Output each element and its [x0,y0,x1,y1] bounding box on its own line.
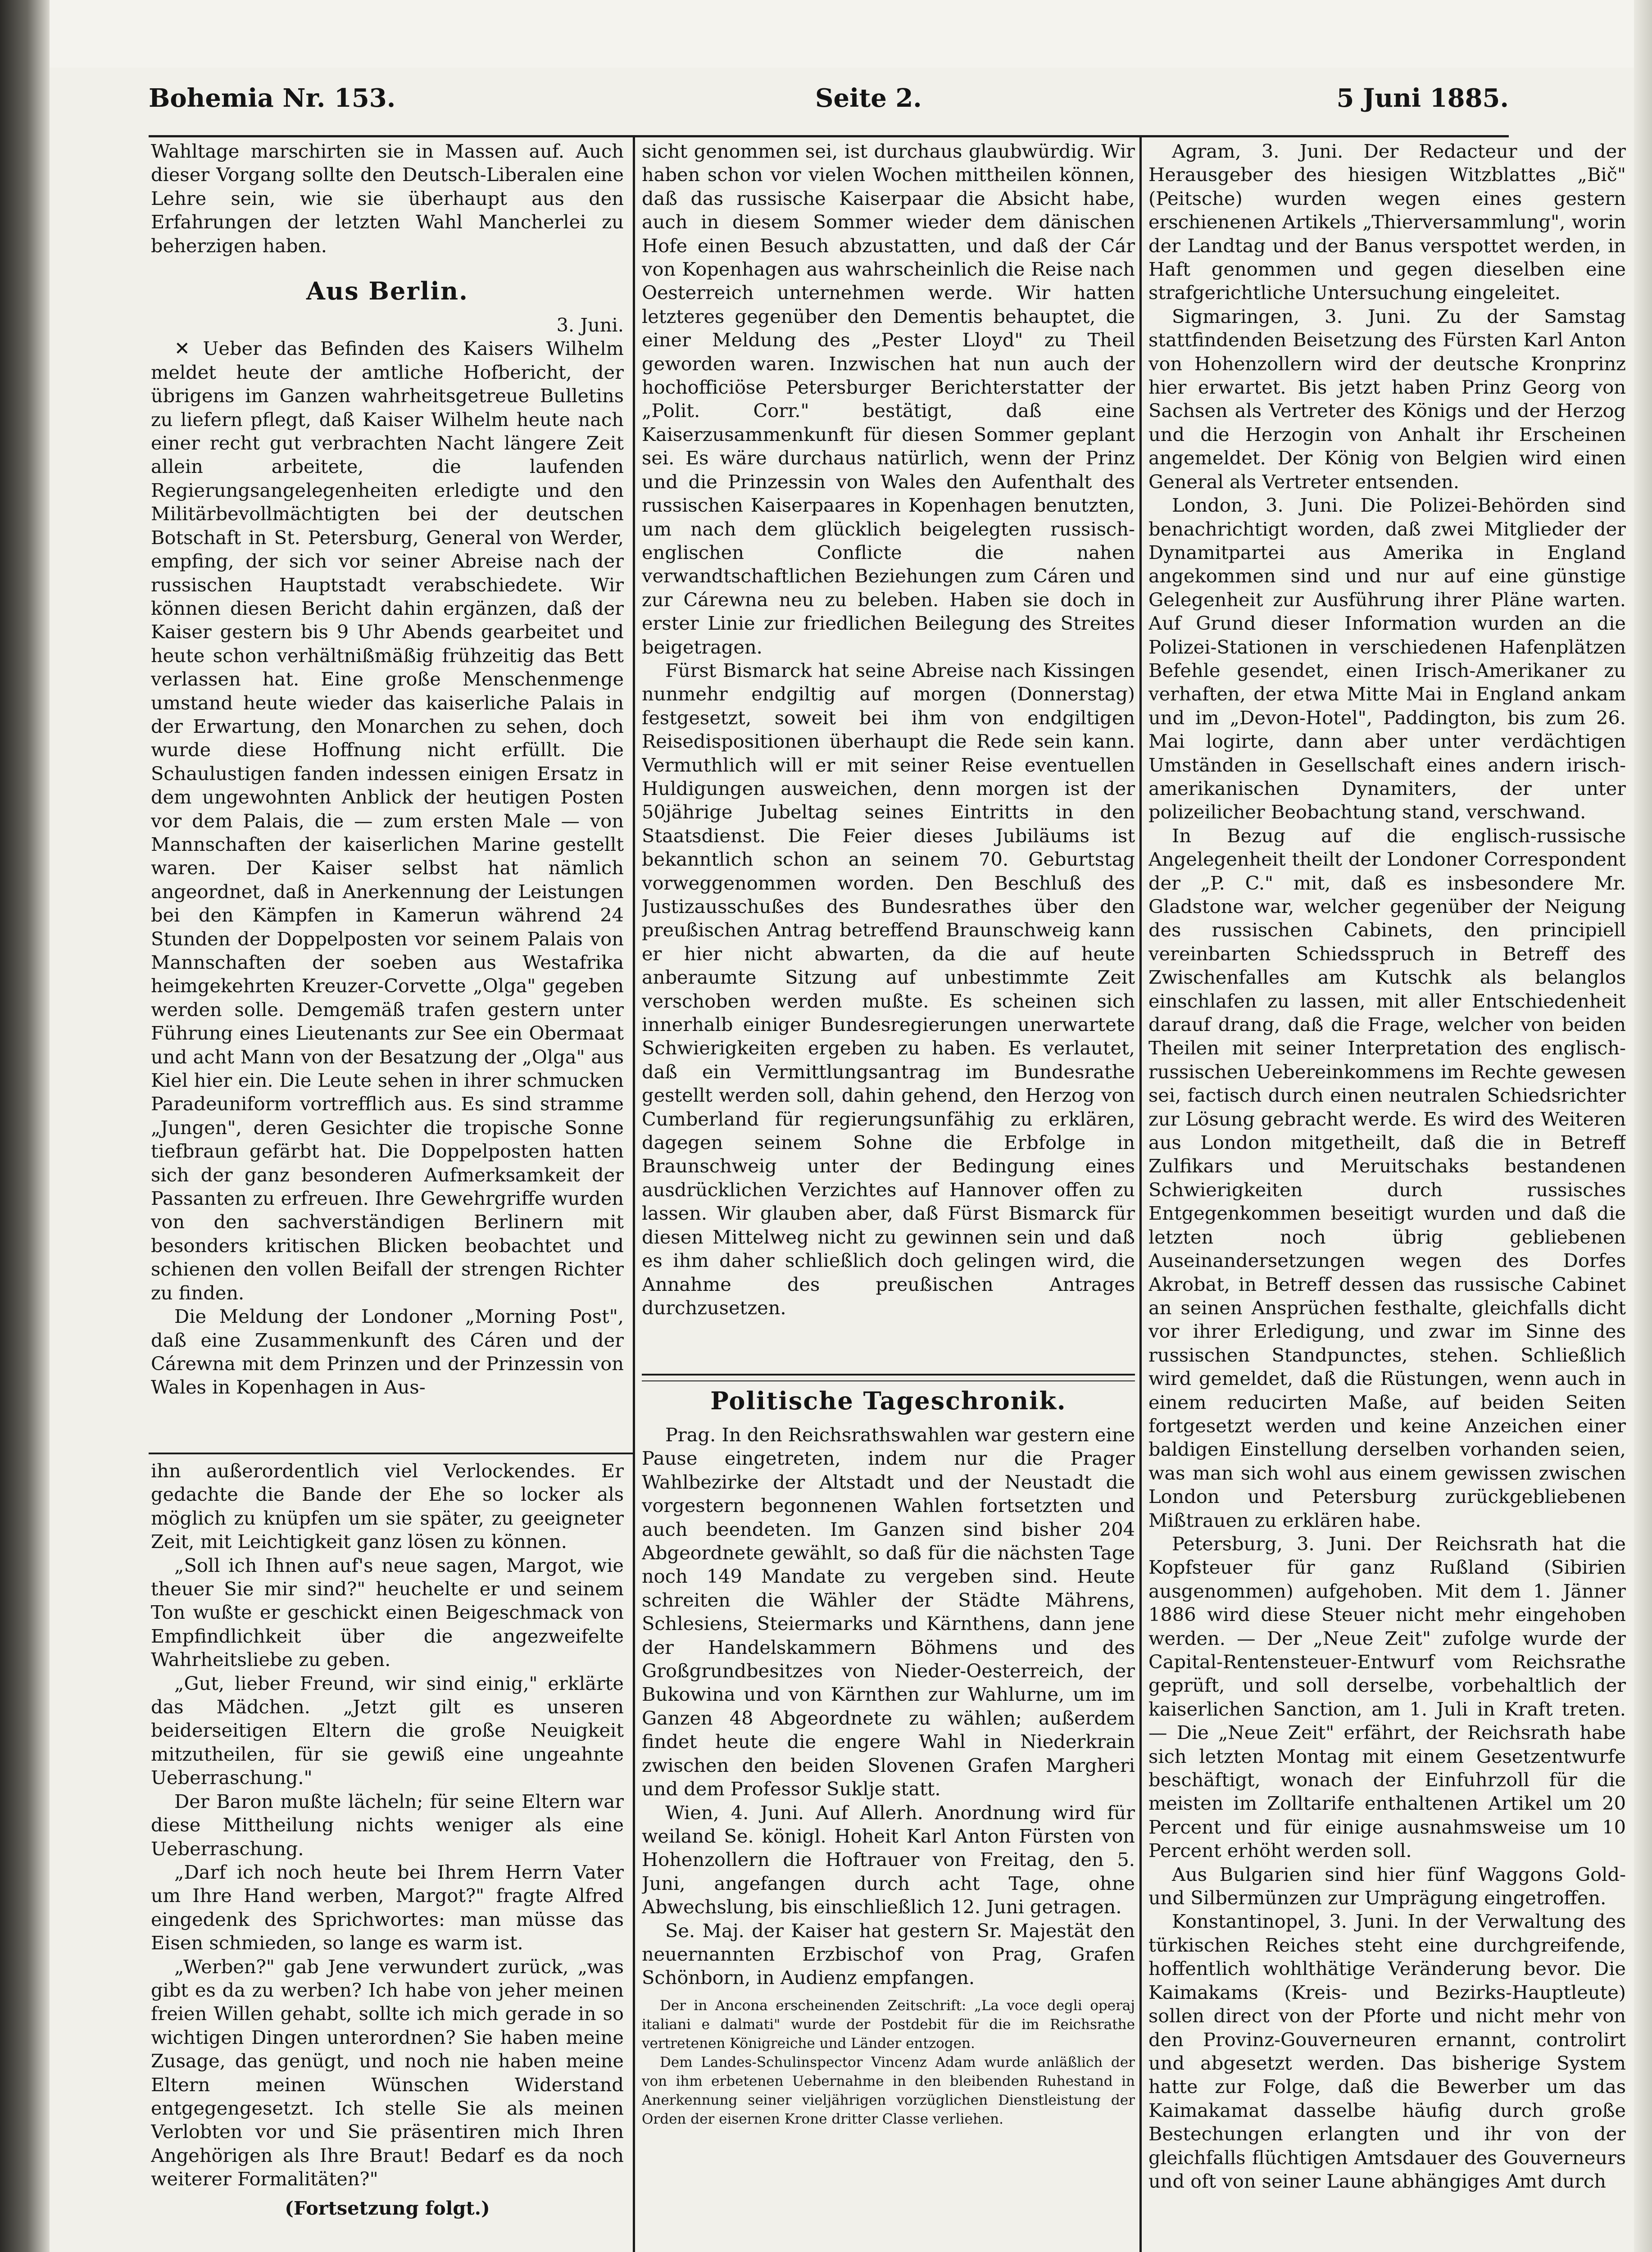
page-header [149,79,1509,119]
notice-ancona: Der in Ancona erscheinenden Zeitschrift: „La voce degli operaj italiani e dalmati" wurde der Postdebit für die im Reichsrathe vertretenen Königreiche und Länder entzogen. [642,1997,1135,2052]
article-agram-paragraph: Agram, 3. Juni. Der Redacteur und der Herausgeber des hiesigen Witzblattes „Bič" (Peitsche) wurden wegen eines gestern erschienenen Artikels „Thierversammlung", worin der Landtag und der Banus verspottet werden, in Haft genommen und gegen dieselben eine strafgerichtliche Untersuchung eingeleitet. [1148,140,1626,304]
section-title-chronicle: Politische Tageschronik. [710,1386,1067,1415]
article-bismarck-paragraph: Fürst Bismarck hat seine Abreise nach Kissingen nunmehr endgiltig auf morgen (Donnerstag) festgesetzt, soweit bei ihm von endgiltigen Reisedispositionen überhaupt die Rede sein kann. Vermuthlich will er mit seiner Reise eventuellen Huldigungen ausweichen, denn morgen ist der 50jährige Jubeltag seines Eintritts in den Staatsdienst. Die Feier dieses Jubiläums ist bekanntlich schon an seinem 70. Geburtstag vorweggenommen worden. Den Beschluß des Justizausschußes des Bundesrathes über den preußischen Antrag betreffend Braunschweig kann er hier nicht abwarten, da die auf heute anberaumte Sitzung auf unbestimmte Zeit verschoben werden mußte. Es scheinen sich innerhalb einiger Bundesregierungen unerwartete Schwierigkeiten ergeben zu haben. Es verlautet, daß ein Vermittlungsantrag im Bundesrathe gestellt werden soll, dahin gehend, den Herzog von Cumberland für regierungsunfähig zu erklären, dagegen seinem Sohne die Erbfolge in Braunschweig unter der Bedingung eines ausdrücklichen Verzichtes auf Hannover offen zu lassen. Wir glauben aber, daß Fürst Bismarck für diesen Mittelweg nicht zu gewinnen sein und daß es ihm daher schließlich doch gelingen wird, die Annahme des preußischen Antrages durchzusetzen. [642,659,1135,1319]
notice-school-inspector: Dem Landes-Schulinspector Vincenz Adam wurde anläßlich der von ihm erbetenen Uebernahme in den bleibenden Ruhestand in Anerkennung seiner vieljährigen vorzüglichen Dienstleistung der Orden der eisernen Krone dritter Classe verliehen. [642,2054,1135,2127]
chronicle-column [642,1383,1135,2252]
feuilleton-paragraph: „Soll ich Ihnen auf's neue sagen, Margot, wie theuer Sie mir sind?" heuchelte er und seinem Ton wußte er geschickt einen Beigeschmack von Empfindlichkeit über die angezweifelte Wahrheitsliebe zu geben. [151,1554,624,1671]
column-middle [642,140,1135,1369]
feuilleton-paragraph: „Werben?" gab Jene verwundert zurück, „was gibt es da zu werben? Ich habe von jeher meinen freien Willen gehabt, sollte ich mich gerade in so wichtigen Dingen unterordnen? Sie haben meine Zusage, das genügt, und noch nie haben meine Eltern meinen Wünschen Widerstand entgegengesetzt. Ich stelle Sie als meinen Verlobten vor und Sie präsentiren mich Ihren Angehörigen als Ihre Braut! Bedarf es da noch weiterer Formalitäten?" [151,1955,624,2190]
article-vienna-paragraph: Wien, 4. Juni. Auf Allerh. Anordnung wird für weiland Se. königl. Hoheit Karl Anton Fürsten von Hohenzollern die Hoftrauer von Freitag, den 5. Juni, angefangen durch acht Tage, ohne Abwechslung, bis einschließlich 12. Juni getragen. [642,1801,1135,1918]
section-title-berlin: Aus Berlin. [306,277,468,306]
article-prague-paragraph: Prag. In den Reichsrathswahlen war gestern eine Pause eingetreten, indem nur die Prager Wahlbezirke der Altstadt und der Neustadt die vorgestern begonnenen Wahlen fortsetzten und auch beendeten. Im Ganzen sind bisher 204 Abgeordnete gewählt, so daß für die nächsten Tage noch 149 Mandate zu vergeben sind. Heute schreiten die Wähler der Städte Mährens, Schlesiens, Steiermarks und Kärnthens, dann jene der Handelskammern Böhmens und des Großgrundbesitzes von Nieder-Oesterreich, der Bukowina und von Kärnthen zur Wahlurne, um im Ganzen 48 Abgeordnete zu wählen; außerdem findet heute die engere Wahl in Niederkrain zwischen den beiden Slovenen Grafen Margheri und dem Professor Suklje statt. [642,1424,1135,1800]
page-edge [1634,0,1652,2252]
article-constantinople-paragraph: Konstantinopel, 3. Juni. In der Verwaltung des türkischen Reiches steht eine durchgreifende, hoffentlich wohlthätige Veränderung bevor. Die Kaimakams (Kreis- und Bezirks-Hauptleute) sollen direct von der Pforte und nicht mehr von den Provinz-Gouverneuren ernannt, controlirt und abgesetzt werden. Das bisherige System hatte zur Folge, daß die Bewerber um das Kaimakamat dasselbe häufig durch große Bestechungen erlangten und ihr von der gleichfalls flüchtigen Amtsdauer des Gouverneurs und oft von seiner Laune abhängiges Amt durch [1148,1910,1626,2192]
feuilleton-divider [149,1453,633,1454]
article-berlin-paragraph: ✕ Ueber das Befinden des Kaisers Wilhelm meldet heute der amtliche Hofbericht, der übrigens im Ganzen wahrheitsgetreue Bulletins zu liefern pflegt, daß Kaiser Wilhelm heute nach einer recht gut verbrachten Nacht längere Zeit allein arbeitete, die laufenden Regierungsangelegenheiten erledigte und den Militärbevollmächtigten bei der deutschen Botschaft in St. Petersburg, General von Werder, empfing, der sich vor seiner Abreise nach der russischen Hauptstadt verabschiedete. Wir können diesen Bericht dahin ergänzen, daß der Kaiser gestern bis 9 Uhr Abends gearbeitet und heute schon verhältnißmäßig frühzeitig das Bett verlassen hat. Eine große Menschenmenge umstand heute wieder das kaiserliche Palais in der Erwartung, den Monarchen zu sehen, doch wurde diese Hoffnung nicht erfüllt. Die Schaulustigen fanden indessen einigen Ersatz in dem ungewohnten Anblick der heutigen Posten vor dem Palais, die — zum ersten Male — von Mannschaften der kaiserlichen Marine gestellt waren. Der Kaiser selbst hat nämlich angeordnet, daß in Anerkennung der Leistungen bei den Kämpfen in Kamerun während 24 Stunden der Doppelposten vor seinem Palais von Mannschaften der soeben aus Westafrika heimgekehrten Kreuzer-Corvette „Olga" gegeben werden solle. Demgemäß trafen gestern unter Führung eines Lieutenants zur See ein Obermaat und acht Mann von der Besatzung der „Olga" aus Kiel hier ein. Die Leute sehen in ihrer schmucken Paradeuniform vortrefflich aus. Es sind stramme „Jungen", deren Gesichter die tropische Sonne tiefbraun gefärbt hat. Die Doppelposten hatten sich der ganz besonderen Aufmerksamkeit der Passanten zu erfreuen. Ihre Gewehrgriffe wurden von den sachverständigen Berlinern mit besonders kritischen Blicken beobachtet und schienen den vollen Beifall der strengen Richter zu finden. [151,337,624,1304]
article-sigmaringen-paragraph: Sigmaringen, 3. Juni. Zu der Samstag stattfindenden Beisetzung des Fürsten Karl Anton von Hohenzollern wird der deutsche Kronprinz hier erwartet. Bis jetzt haben Prinz Georg von Sachsen als Vertreter des Königs und der Herzog und die Herzogin von Anhalt ihr Erscheinen angemeldet. Der König von Belgien wird einen General als Vertreter entsenden. [1148,305,1626,493]
section-rule-chronicle-top [642,1374,1135,1376]
article-audience-paragraph: Se. Maj. der Kaiser hat gestern Sr. Majestät den neuernannten Erzbischof von Prag, Grafen Schönborn, in Audienz empfangen. [642,1919,1135,1989]
article-anglo-russian-paragraph: In Bezug auf die englisch-russische Angelegenheit theilt der Londoner Correspondent der „P. C." mit, daß es insbesondere Mr. Gladstone war, welcher gegenüber der Neigung des russischen Cabinets, den principiell vereinbarten Schiedsspruch in Betreff des Zwischenfalles am Kutschk als belanglos einschlafen zu lassen, mit aller Entschiedenheit darauf drang, daß die Frage, welcher von beiden Theilen mit seiner Interpretation des englisch-russischen Uebereinkommens im Rechte gewesen sei, factisch durch einen neutralen Schiedsrichter zur Lösung gebracht werde. Es wird des Weiteren aus London mitgetheilt, daß die in Betreff Zulfikars und Meruitschaks bestandenen Schwierigkeiten durch russisches Entgegenkommen beseitigt wurden und daß die letzten noch übrig gebliebenen Auseinandersetzungen wegen des Dorfes Akrobat, in Betreff dessen das russische Cabinet an seinen Ansprüchen festhalte, gleichfalls dicht vor ihrer Erledigung, und zwar im Sinne des russischen Standpunctes, stehen. Schließlich wird gemeldet, daß die Rüstungen, wenn auch in einem reducirten Maße, auf beiden Seiten fortgesetzt werden und keine Anzeichen einer baldigen Einstellung derselben vorhanden seien, was man sich wohl aus einem gewissen zwischen London und Petersburg zurückgebliebenen Mißtrauen zu erklären habe. [1148,824,1626,1531]
header-rule [149,135,1509,137]
header-page-number: Seite 2. [815,83,922,113]
column-left [151,140,624,1446]
article-bulgaria-paragraph: Aus Bulgarien sind hier fünf Waggons Gold- und Silbermünzen zur Umprägung eingetroffen. [1148,1863,1626,1909]
dateline-berlin: 3. Juni. [556,314,624,336]
article-london-paragraph: London, 3. Juni. Die Polizei-Behörden sind benachrichtigt worden, daß zwei Mitglieder der Dynamitpartei aus Amerika in England angekommen sind und nur auf eine günstige Gelegenheit zur Ausführung ihrer Pläne warten. Auf Grund dieser Information wurden an die Polizei-Stationen in verschiedenen Hafenplätzen Befehle gesendet, einen Irisch-Amerikaner zu verhaften, der etwa Mitte Mai in England ankam und im „Devon-Hotel", Paddington, bis zum 26. Mai logirte, dann aber unter verdächtigen Umständen in Gesellschaft eines andern irisch-amerikanischen Dynamiters, der unter polizeilicher Beobachtung stand, verschwand. [1148,494,1626,823]
column-divider-right [1139,137,1142,2252]
section-rule-chronicle-title [642,1380,1135,1381]
small-notices [642,1996,1135,2129]
continuation-note: (Fortsetzung folgt.) [285,2197,490,2219]
header-date: 5 Juni 1885. [1336,83,1509,113]
feuilleton-column [151,1459,624,2252]
book-gutter-shadow [0,0,50,2252]
feuilleton-paragraph: Der Baron mußte lächeln; für seine Eltern war diese Mittheilung nichts weniger als eine Ueberraschung. [151,1790,624,1860]
article-morning-post-paragraph: Die Meldung der Londoner „Morning Post", daß eine Zusammenkunft des Cáren und der Cárewna mit dem Prinzen und der Prinzessin von Wales in Kopenhagen in Aus- [151,1305,624,1398]
column-right [1148,140,1626,2252]
article-copenhagen-paragraph: sicht genommen sei, ist durchaus glaubwürdig. Wir haben schon vor vielen Wochen mittheilen können, daß das russische Kaiserpaar die Absicht habe, auch in diesem Sommer wieder dem dänischen Hofe einen Besuch abzustatten, und daß der Cár von Kopenhagen aus wahrscheinlich die Reise nach Oesterreich unternehmen werde. Wir hatten letzteres gegenüber den Dementis behauptet, die einer Meldung des „Pester Lloyd" zu Theil geworden waren. Inzwischen hat nun auch der hochofficiöse Petersburger Berichterstatter der „Polit. Corr." bestätigt, daß eine Kaiserzusammenkunft für diesen Sommer geplant sei. Es wäre durchaus natürlich, wenn der Prinz und die Prinzessin von Wales den Aufenthalt des russischen Kaiserpaares in Kopenhagen benutzten, um nach dem glücklich beigelegten russisch-englischen Conflicte die nahen verwandtschaftlichen Beziehungen zum Cáren und zur Cárewna neu zu beleben. Haben sie doch in erster Linie zur friedlichen Beilegung des Streites beigetragen. [642,140,1135,658]
header-issue: Bohemia Nr. 153. [149,83,396,113]
article-petersburg-paragraph: Petersburg, 3. Juni. Der Reichsrath hat die Kopfsteuer für ganz Rußland (Sibirien ausgenommen) aufgehoben. Mit dem 1. Jänner 1886 wird diese Steuer nicht mehr eingehoben werden. — Der „Neue Zeit" zufolge wurde der Capital-Rentensteuer-Entwurf vom Reichsrathe geprüft, und soll derselbe, vorbehaltlich der kaiserlichen Sanction, am 1. Juli in Kraft treten. — Die „Neue Zeit" erfährt, der Reichsrath habe sich letzten Montag mit einem Gesetzentwurfe beschäftigt, wonach der Einfuhrzoll für die meisten im Zolltarife enthaltenen Artikel um 20 Percent und für einige ausnahmsweise um 10 Percent erhöht werden soll. [1148,1532,1626,1862]
feuilleton-paragraph: „Gut, lieber Freund, wir sind einig," erklärte das Mädchen. „Jetzt gilt es unseren beiderseitigen Eltern die große Neuigkeit mitzutheilen, für sie gewiß eine ungeahnte Ueberraschung." [151,1672,624,1789]
article-intro: Wahltage marschirten sie in Massen auf. Auch dieser Vorgang sollte den Deutsch-Liberalen eine Lehre sein, wie sie überhaupt aus den Erfahrungen der letzten Wahl Mancherlei zu beherzigen haben. [151,140,624,257]
feuilleton-paragraph: ihn außerordentlich viel Verlockendes. Er gedachte die Bande der Ehe so locker als möglich zu knüpfen um sie später, zu geeigneter Zeit, mit Leichtigkeit ganz lösen zu können. [151,1460,624,1553]
feuilleton-paragraph: „Darf ich noch heute bei Ihrem Herrn Vater um Ihre Hand werben, Margot?" fragte Alfred eingedenk des Sprichwortes: man müsse das Eisen schmieden, so lange es warm ist. [151,1861,624,1954]
column-divider-left [633,137,635,2252]
